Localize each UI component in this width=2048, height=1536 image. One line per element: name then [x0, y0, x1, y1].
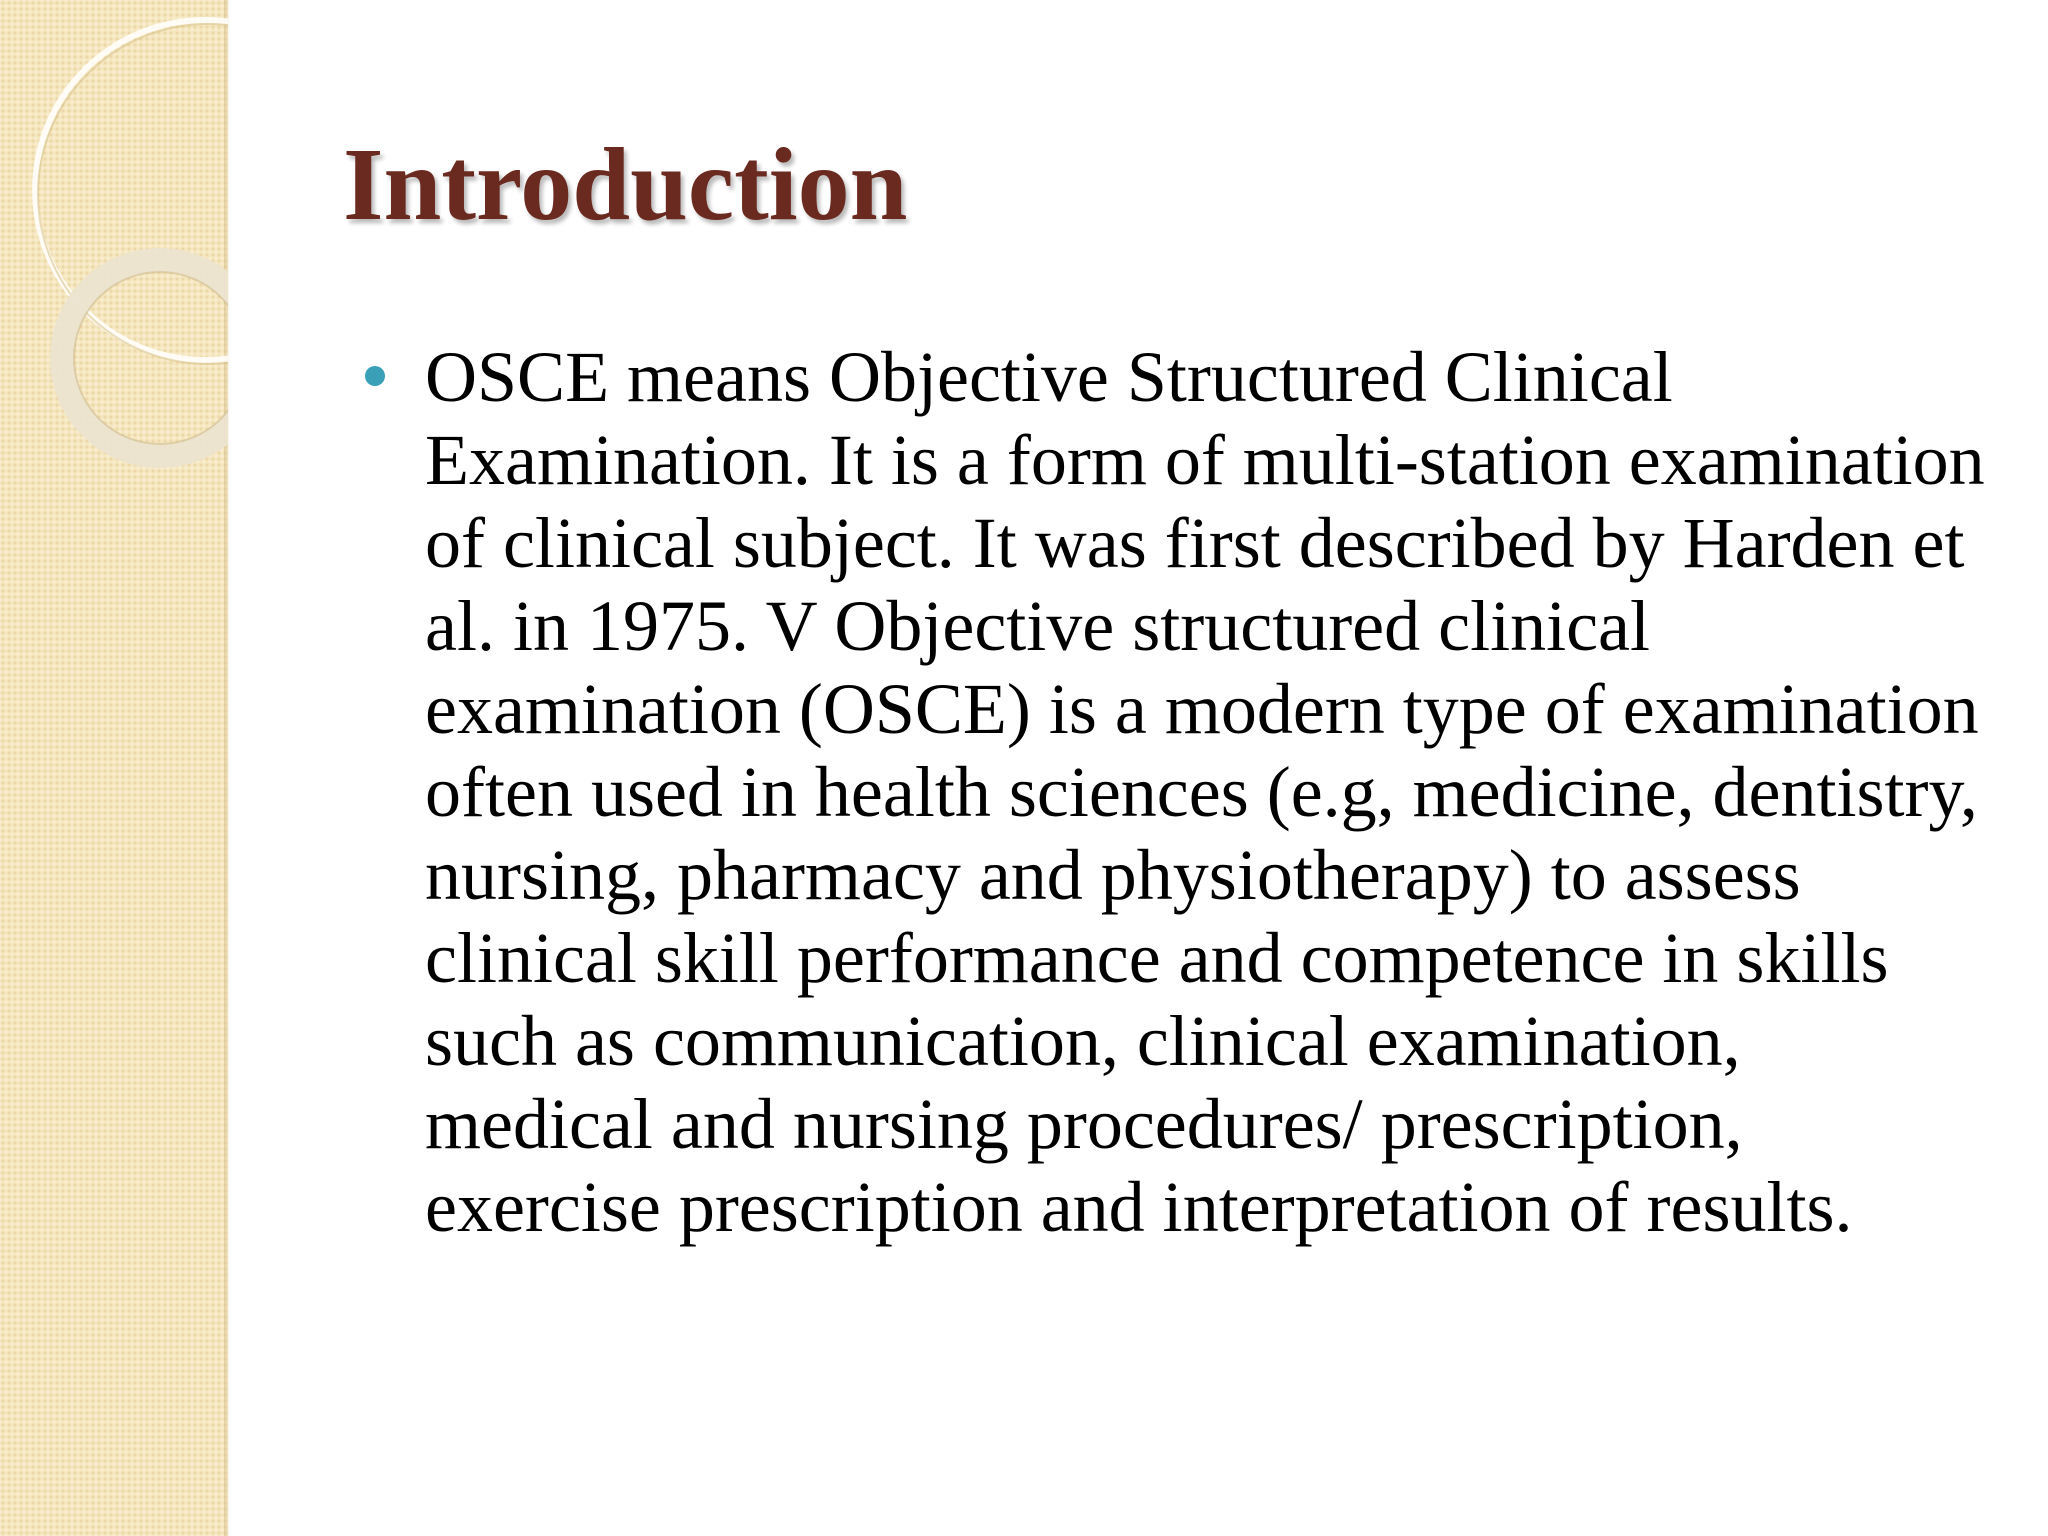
bullet-dot-icon	[365, 366, 385, 386]
decorative-rings	[0, 0, 228, 520]
bullet-text: OSCE means Objective Structured Clinical Examination. It is a form of multi-station examination of clinical subject. It was first described by Harden et al. in 1975. V Objective structured clinical examination (OSCE) is a modern type of examination often used in health sciences (e.g, medicine, dentistry, nursing, pharmacy and physiotherapy) to assess clinical skill performance and competence in skills such as communication, clinical examination, medical and nursing procedures/ prescription, exercise prescription and interpretation of results.	[425, 337, 1985, 1247]
slide-title: Introduction	[343, 127, 908, 242]
bullet-item	[365, 336, 1985, 1249]
bullet-list	[365, 336, 1985, 1249]
